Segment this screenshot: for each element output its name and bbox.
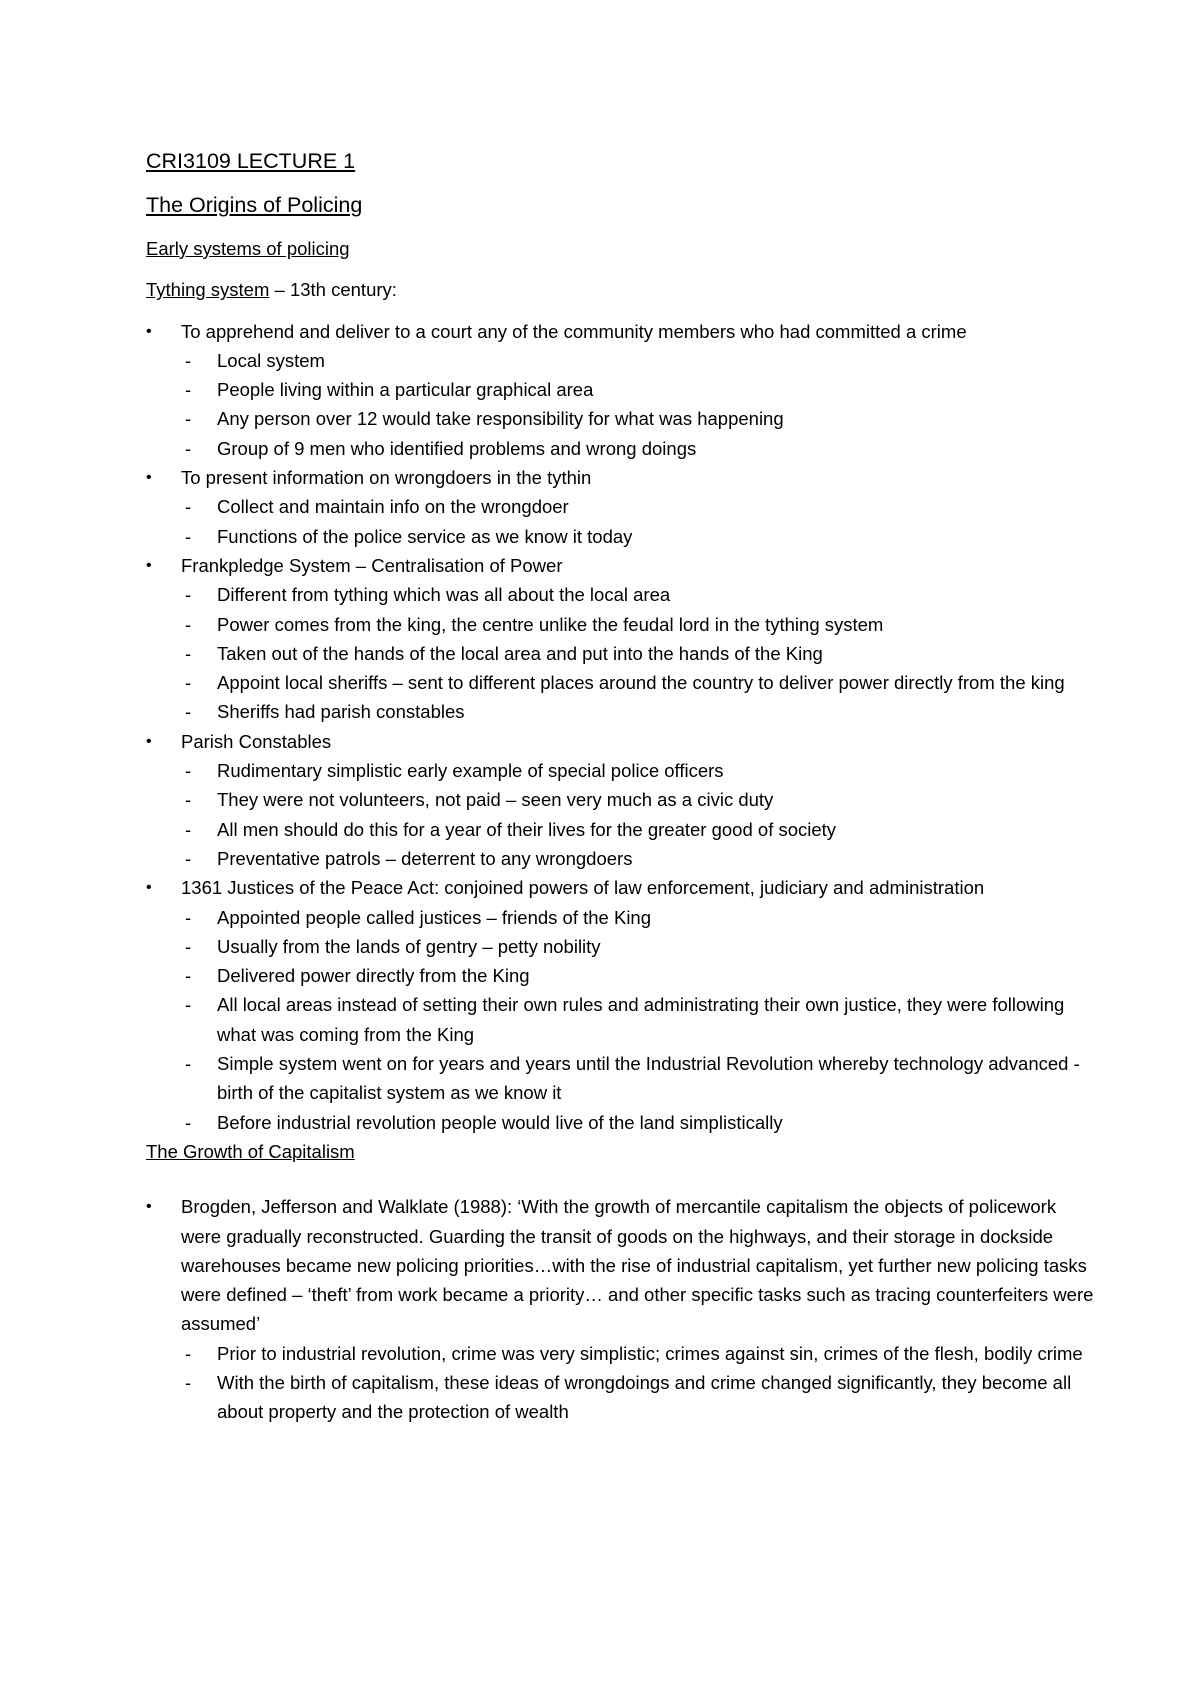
sub-item: [181, 404, 1096, 433]
sub-item-text: Prior to industrial revolution, crime was very simplistic; crimes against sin, crimes of the flesh, bodily crime: [217, 1342, 1083, 1364]
sub-item: [181, 668, 1096, 697]
sub-item-text: All local areas instead of setting their own rules and administrating their own justice, they were following what was coming from the King: [217, 994, 1065, 1045]
tything-label: Tything system: [146, 279, 270, 301]
sub-item-text: Different from tything which was all about the local area: [217, 584, 671, 606]
sub-item-text: Rudimentary simplistic early example of special police officers: [217, 760, 724, 782]
sub-list: [181, 580, 1096, 726]
bullet-text: 1361 Justices of the Peace Act: conjoined powers of law enforcement, judiciary and administration: [181, 877, 985, 899]
bullet-list-capitalism: [146, 1192, 1096, 1426]
dash-icon: -: [185, 1342, 192, 1364]
sub-item: [181, 492, 1096, 521]
sub-item: [181, 961, 1096, 990]
dash-icon: -: [185, 408, 192, 430]
bullet-icon: •: [146, 879, 152, 897]
sub-item-text: Appointed people called justices – friends of the King: [217, 906, 652, 928]
sub-item: [181, 1049, 1096, 1108]
dash-icon: -: [185, 847, 192, 869]
bullet-item: [146, 727, 1096, 873]
dash-icon: -: [185, 642, 192, 664]
sub-item: [181, 815, 1096, 844]
dash-icon: -: [185, 818, 192, 840]
section-heading-capitalism: The Growth of Capitalism: [146, 1140, 355, 1162]
sub-item-text: Delivered power directly from the King: [217, 965, 530, 987]
bullet-text: Parish Constables: [181, 730, 332, 752]
dash-icon: -: [185, 965, 192, 987]
sub-item-text: People living within a particular graphical area: [217, 379, 594, 401]
tything-heading: [146, 275, 1096, 304]
sub-item: [181, 903, 1096, 932]
sub-item: [181, 785, 1096, 814]
dash-icon: -: [185, 701, 192, 723]
sub-item-text: Local system: [217, 349, 325, 371]
dash-icon: -: [185, 379, 192, 401]
dash-icon: -: [185, 789, 192, 811]
bullet-icon: •: [146, 322, 152, 340]
bullet-icon: •: [146, 1198, 152, 1216]
sub-item: [181, 1339, 1096, 1368]
dash-icon: -: [185, 496, 192, 518]
section-heading-early-systems: Early systems of policing: [146, 238, 350, 259]
sub-item-text: Usually from the lands of gentry – petty nobility: [217, 935, 601, 957]
sub-list: [181, 346, 1096, 463]
bullet-text: Brogden, Jefferson and Walklate (1988): ‘With the growth of mercantile capitalism the objects of policework were gradually reconstructed. Guarding the transit of goods on the highways, and their storage in dockside warehouses became new policing priorities…with the rise of industrial capitalism, yet further new policing tasks were defined – ‘theft’ from work became a priority… and other specific tasks such as tracing counterfeiters were assumed’: [181, 1196, 1094, 1335]
document-page: [146, 146, 1096, 1427]
sub-item-text: Appoint local sheriffs – sent to different places around the country to deliver power directly from the king: [217, 672, 1065, 694]
sub-item: [181, 1108, 1096, 1137]
dash-icon: -: [185, 906, 192, 928]
sub-item-text: Before industrial revolution people would live of the land simplistically: [217, 1111, 783, 1133]
dash-icon: -: [185, 1111, 192, 1133]
sub-item: [181, 1368, 1096, 1427]
bullet-item: [146, 873, 1096, 1137]
dash-icon: -: [185, 525, 192, 547]
sub-item: [181, 639, 1096, 668]
dash-icon: -: [185, 437, 192, 459]
dash-icon: -: [185, 760, 192, 782]
sub-item: [181, 932, 1096, 961]
dash-icon: -: [185, 672, 192, 694]
sub-list: [181, 756, 1096, 873]
dash-icon: -: [185, 1053, 192, 1075]
dash-icon: -: [185, 613, 192, 635]
sub-item-text: Power comes from the king, the centre unlike the feudal lord in the tything system: [217, 613, 884, 635]
sub-list: [181, 492, 1096, 551]
dash-icon: -: [185, 994, 192, 1016]
sub-list: [181, 1339, 1096, 1427]
sub-item: [181, 375, 1096, 404]
dash-icon: -: [185, 935, 192, 957]
sub-item: [181, 756, 1096, 785]
bullet-text: To apprehend and deliver to a court any of the community members who had committed a crime: [181, 320, 967, 342]
tything-suffix: – 13th century:: [269, 279, 397, 301]
sub-item-text: With the birth of capitalism, these ideas of wrongdoings and crime changed significantly, they become all about property and the protection of wealth: [217, 1371, 1072, 1423]
bullet-item: [146, 463, 1096, 551]
bullet-icon: •: [146, 556, 152, 574]
sub-item-text: Taken out of the hands of the local area and put into the hands of the King: [217, 642, 823, 664]
dash-icon: -: [185, 349, 192, 371]
dash-icon: -: [185, 584, 192, 606]
bullet-item: [146, 551, 1096, 727]
document-title: CRI3109 LECTURE 1: [146, 149, 356, 173]
sub-item-text: Any person over 12 would take responsibility for what was happening: [217, 408, 784, 430]
sub-item: [181, 346, 1096, 375]
sub-item: [181, 697, 1096, 726]
sub-item: [181, 434, 1096, 463]
sub-item-text: Simple system went on for years and years until the Industrial Revolution whereby technology advanced - birth of the capitalist system as we know it: [217, 1053, 1080, 1104]
bullet-list-early-systems: [146, 317, 1096, 1137]
sub-list: [181, 903, 1096, 1137]
sub-item: [181, 610, 1096, 639]
sub-item-text: All men should do this for a year of their lives for the greater good of society: [217, 818, 837, 840]
sub-item-text: Group of 9 men who identified problems and wrong doings: [217, 437, 697, 459]
sub-item-text: They were not volunteers, not paid – seen very much as a civic duty: [217, 789, 774, 811]
sub-item: [181, 580, 1096, 609]
sub-item: [181, 522, 1096, 551]
document-subtitle: The Origins of Policing: [146, 193, 363, 217]
sub-item: [181, 990, 1096, 1049]
bullet-text: To present information on wrongdoers in the tythin: [181, 467, 592, 489]
bullet-icon: •: [146, 732, 152, 750]
bullet-item: [146, 317, 1096, 463]
bullet-icon: •: [146, 469, 152, 487]
sub-item-text: Collect and maintain info on the wrongdoer: [217, 496, 569, 518]
sub-item-text: Preventative patrols – deterrent to any wrongdoers: [217, 847, 633, 869]
dash-icon: -: [185, 1371, 192, 1393]
sub-item: [181, 844, 1096, 873]
sub-item-text: Sheriffs had parish constables: [217, 701, 465, 723]
bullet-item: [146, 1192, 1096, 1426]
bullet-text: Frankpledge System – Centralisation of Power: [181, 554, 563, 576]
sub-item-text: Functions of the police service as we know it today: [217, 525, 633, 547]
